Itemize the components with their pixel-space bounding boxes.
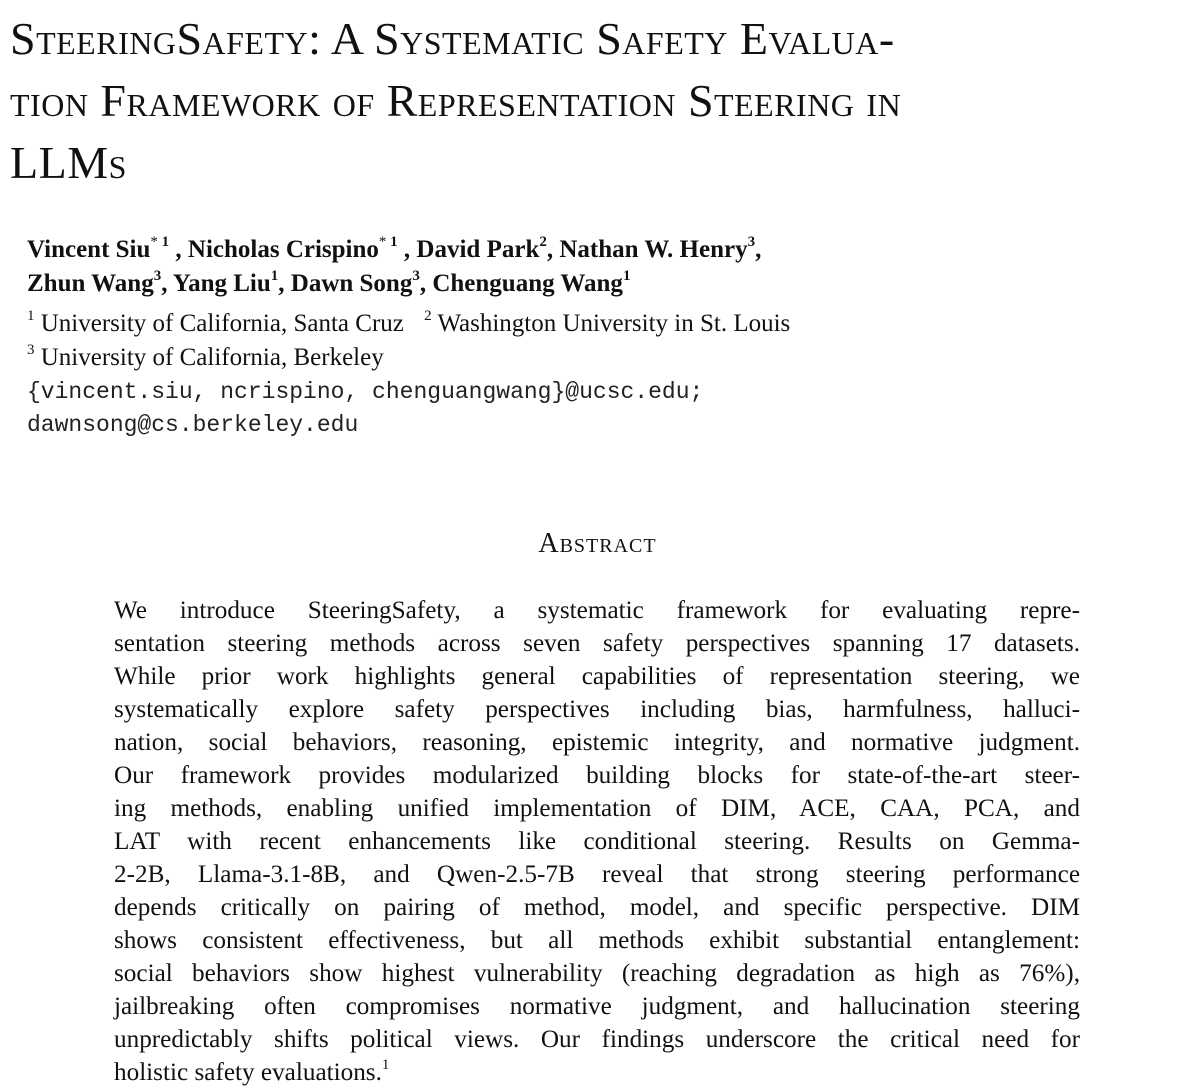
author-line-2 (27, 267, 1187, 301)
author-name: Chenguang Wang (432, 270, 623, 297)
author-affil-mark: 3 (412, 268, 420, 284)
affiliation-line-2 (27, 341, 1187, 375)
email-line-1[interactable]: {vincent.siu, ncrispino, chenguangwang}@ucsc.edu; (27, 379, 704, 405)
email-line-2[interactable]: dawnsong@cs.berkeley.edu (27, 412, 359, 438)
author-4 (559, 236, 761, 263)
affiliation-mark: 2 (424, 308, 432, 324)
author-2 (188, 236, 417, 263)
author-affil-mark: 2 (539, 234, 547, 250)
abstract-line-last (114, 1056, 1080, 1089)
author-separator: , (419, 270, 433, 297)
author-separator: , (278, 270, 291, 297)
author-name: Nathan W. Henry (559, 236, 748, 263)
email-list (27, 376, 1187, 442)
author-3 (416, 236, 559, 263)
affiliation-mark: 1 (27, 308, 35, 324)
abstract-line: Our framework provides modularized building blocks for state-of-the-art steer- (114, 762, 1080, 789)
affiliation-name: University of California, Santa Cruz (40, 310, 404, 337)
affiliation-line-1 (27, 307, 1187, 341)
abstract-line: unpredictably shifts political views. Our findings underscore the critical need for (114, 1026, 1080, 1053)
title-line-2: tion Framework of Representation Steering in (10, 75, 902, 126)
author-affil-mark: 3 (153, 268, 162, 284)
abstract-body (114, 594, 1080, 1089)
affiliation-mark: 3 (27, 342, 35, 358)
abstract-line: 2-2B, Llama-3.1-8B, and Qwen-2.5-7B reveal that strong steering performance (114, 861, 1080, 888)
author-list (27, 233, 1187, 301)
abstract-line: jailbreaking often compromises normative judgment, and hallucination steering (114, 993, 1080, 1020)
author-separator: , (546, 236, 560, 263)
abstract-line: social behaviors show highest vulnerability (reaching degradation as high as 76%), (114, 960, 1080, 987)
title-line-1: SteeringSafety: A Systematic Safety Evalua- (10, 13, 895, 64)
affiliation-name: University of California, Berkeley (40, 344, 384, 371)
author-affil-mark: 1 (270, 268, 279, 284)
author-name: Vincent Siu (27, 236, 151, 263)
abstract-heading: Abstract (538, 528, 657, 559)
abstract-line: systematically explore safety perspectives including bias, harmfulness, halluci- (114, 696, 1080, 723)
author-affil-mark: 1 (161, 234, 170, 250)
author-separator: , (397, 236, 417, 263)
author-line-1 (27, 233, 1187, 267)
author-separator: , (161, 270, 173, 297)
author-1 (27, 236, 188, 263)
author-6 (173, 270, 291, 297)
abstract-line-last-text: holistic safety evaluations. (114, 1059, 382, 1086)
author-separator: , (169, 236, 188, 263)
abstract-line: LAT with recent enhancements like conditional steering. Results on Gemma- (114, 828, 1080, 855)
author-7 (291, 270, 433, 297)
footnote-mark[interactable]: 1 (381, 1057, 390, 1073)
affiliation-1 (27, 310, 404, 337)
abstract-line: depends critically on pairing of method, model, and specific perspective. DIM (114, 894, 1080, 921)
abstract-line: ing methods, enabling unified implementation of DIM, ACE, CAA, PCA, and (114, 795, 1080, 822)
author-8 (432, 270, 630, 297)
affiliation-2 (424, 310, 790, 337)
author-separator: , (755, 236, 762, 263)
affiliation-list (27, 307, 1187, 375)
author-name: Nicholas Crispino (187, 236, 379, 263)
author-affil-mark: 1 (622, 268, 631, 284)
abstract-line: We introduce SteeringSafety, a systematic framework for evaluating repre- (114, 597, 1080, 624)
author-name: Yang Liu (172, 270, 271, 297)
abstract-line: nation, social behaviors, reasoning, epistemic integrity, and normative judgment. (114, 729, 1080, 756)
paper-title (10, 8, 1190, 194)
author-name: Dawn Song (290, 270, 413, 297)
author-name: Zhun Wang (27, 270, 154, 297)
abstract-line: sentation steering methods across seven safety perspectives spanning 17 datasets. (114, 630, 1080, 657)
author-star: * (378, 234, 387, 250)
author-star: * (150, 234, 158, 250)
abstract-line: shows consistent effectiveness, but all methods exhibit substantial entanglement: (114, 927, 1080, 954)
author-name: David Park (416, 236, 540, 263)
abstract-line: While prior work highlights general capabilities of representation steering, we (114, 663, 1080, 690)
author-5 (27, 270, 173, 297)
affiliation-3 (27, 344, 384, 371)
title-line-3: LLMs (10, 137, 127, 188)
affiliation-name: Washington University in St. Louis (437, 310, 791, 337)
author-affil-mark: 1 (390, 234, 398, 250)
author-affil-mark: 3 (747, 234, 756, 250)
